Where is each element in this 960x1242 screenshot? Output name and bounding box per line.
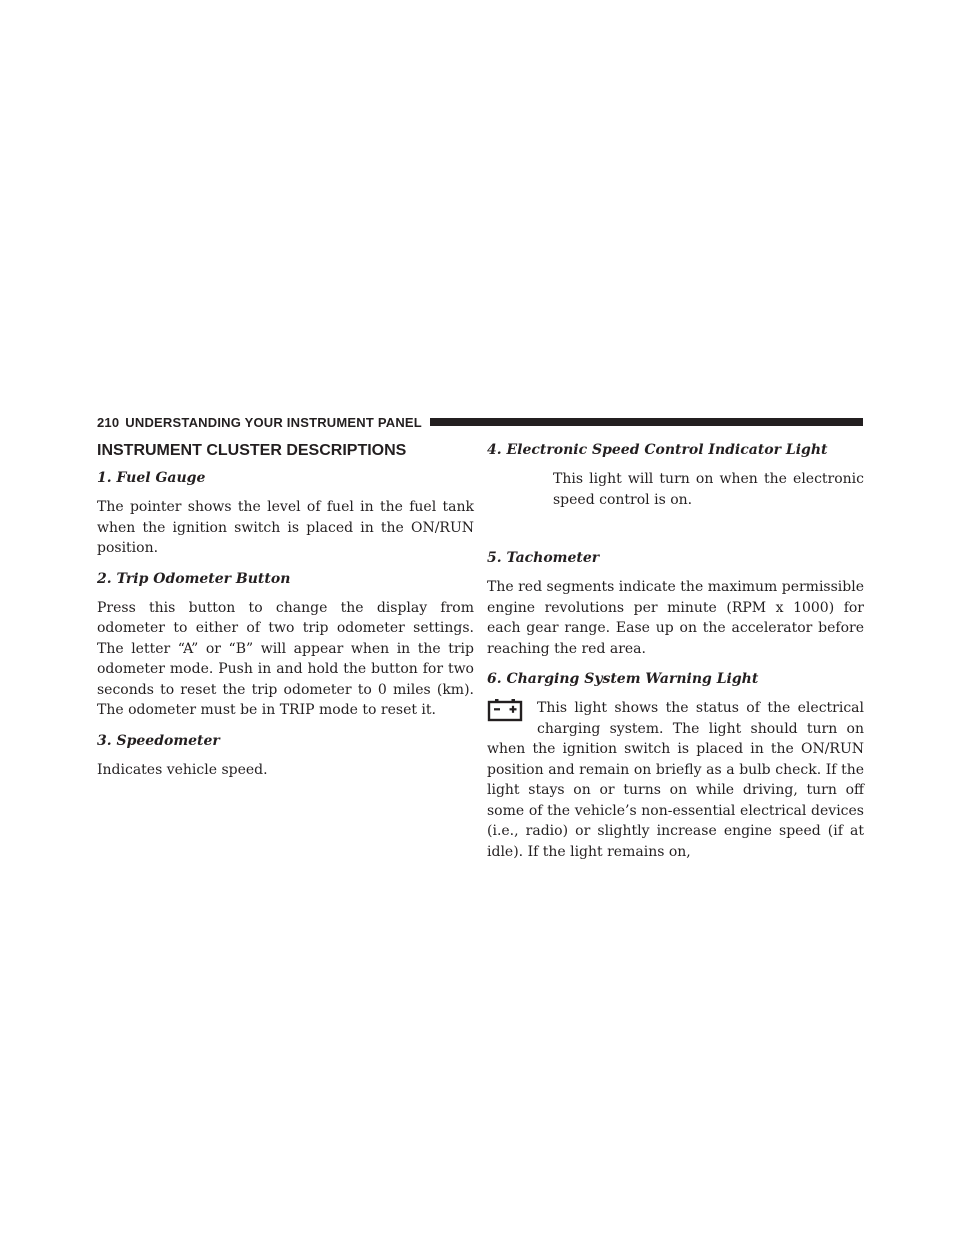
section-title: INSTRUMENT CLUSTER DESCRIPTIONS bbox=[97, 442, 407, 459]
item-heading-speed-control: 4. Electronic Speed Control Indicator Light bbox=[487, 442, 828, 458]
item-heading-charging-system: 6. Charging System Warning Light bbox=[487, 671, 759, 687]
page-number: 210 bbox=[97, 414, 120, 430]
item-heading-fuel-gauge: 1. Fuel Gauge bbox=[97, 470, 206, 486]
charging-system-paragraph bbox=[487, 698, 864, 862]
item-text-speedometer: Indicates vehicle speed. bbox=[97, 761, 268, 778]
right-column bbox=[487, 440, 864, 862]
item-text-speed-control: This light will turn on when the electronic speed control is on. bbox=[553, 471, 864, 508]
item-text-fuel-gauge: The pointer shows the level of fuel in the fuel tank when the ignition switch is placed in the ON/RUN position. bbox=[97, 499, 474, 556]
item-heading-tachometer: 5. Tachometer bbox=[487, 550, 600, 566]
header-rule bbox=[430, 418, 863, 426]
item-text-tachometer: The red segments indicate the maximum permissible engine revolutions per minute (RPM x 1000) for each gear range. Ease up on the accelerator before reaching the red area. bbox=[487, 579, 864, 657]
item-heading-speedometer: 3. Speedometer bbox=[97, 732, 220, 749]
item-heading-trip-odometer: 2. Trip Odometer Button bbox=[97, 570, 291, 587]
page-header bbox=[97, 414, 863, 430]
battery-icon bbox=[487, 698, 523, 722]
item-text-charging-system: This light shows the status of the electrical charging system. The light should turn on when the ignition switch is placed in the ON/RUN position and remain on briefly as a bulb check. If the light stays on or turns on while driving, turn off some of the vehicle’s non-essential electrical devices (i.e., radio) or slightly increase engine speed (if at idle). If the light remains on, bbox=[487, 700, 864, 860]
left-column bbox=[97, 440, 474, 790]
item-text-trip-odometer: Press this button to change the display from odometer to either of two trip odometer settings. The letter “A” or “B” will appear when in the trip odometer mode. Push in and hold the button for two seconds to reset the trip odometer to 0 miles (km). The odometer must be in TRIP mode to reset it. bbox=[97, 599, 474, 718]
header-title: UNDERSTANDING YOUR INSTRUMENT PANEL bbox=[125, 414, 422, 430]
